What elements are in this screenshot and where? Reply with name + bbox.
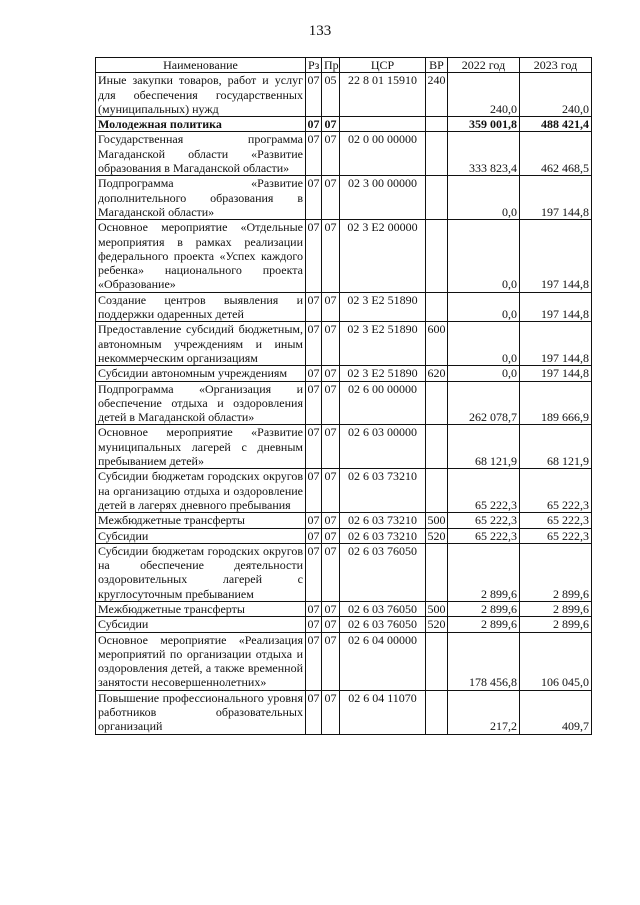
cell-csr: 02 6 04 11070 — [340, 690, 426, 734]
table-row — [96, 469, 592, 513]
cell-rz: 07 — [306, 322, 322, 366]
cell-vr — [426, 292, 448, 322]
cell-name: Субсидии — [96, 528, 306, 543]
table-row — [96, 381, 592, 425]
cell-pr: 07 — [322, 322, 340, 366]
cell-vr: 520 — [427, 617, 446, 632]
header-csr: ЦСР — [340, 58, 426, 73]
cell-vr — [426, 690, 448, 734]
cell-csr: 02 6 03 76050 — [340, 617, 426, 632]
cell-name: Государственная программа Магаданской области «Развитие образования в Магаданской области» — [96, 132, 306, 176]
cell-csr: 02 6 03 73210 — [340, 528, 426, 543]
header-vr: ВР — [426, 58, 448, 73]
cell-rz: 07 — [306, 220, 322, 292]
cell-vr: 620 — [427, 366, 446, 381]
cell-rz: 07 — [306, 632, 322, 690]
header-row — [96, 58, 592, 73]
cell-name: Субсидии бюджетам городских округов на обеспечение деятельности оздоровительных лагерей с круглосуточным пребыванием — [96, 543, 306, 601]
cell-name: Предоставление субсидий бюджетным, автономным учреждениям и иным некоммерческим организациям — [96, 322, 306, 366]
cell-2022: 0,0 — [448, 366, 520, 381]
table-body — [96, 73, 592, 734]
cell-name: Молодежная политика — [96, 117, 306, 132]
cell-vr — [426, 176, 448, 220]
cell-csr: 02 6 03 73210 — [340, 469, 426, 513]
cell-2022: 178 456,8 — [448, 632, 520, 690]
cell-csr: 02 6 04 00000 — [340, 632, 426, 690]
cell-rz: 07 — [307, 366, 320, 381]
cell-pr: 07 — [322, 632, 340, 690]
cell-2023: 462 468,5 — [520, 132, 592, 176]
cell-2023: 197 144,8 — [520, 366, 592, 381]
cell-csr: 02 6 03 76050 — [340, 601, 426, 616]
cell-pr: 07 — [322, 220, 340, 292]
cell-csr: 02 3 E2 51890 — [340, 366, 426, 381]
cell-csr: 02 0 00 00000 — [340, 132, 426, 176]
cell-name: Межбюджетные трансферты — [96, 513, 306, 528]
cell-name: Подпрограмма «Развитие дополнительного образования в Магаданской области» — [96, 176, 306, 220]
table-row — [96, 513, 592, 528]
cell-pr: 07 — [322, 292, 340, 322]
table-row — [96, 322, 592, 366]
cell-2022: 0,0 — [448, 292, 520, 322]
cell-csr: 02 6 03 73210 — [340, 513, 426, 528]
cell-pr: 07 — [322, 176, 340, 220]
cell-2022: 333 823,4 — [448, 132, 520, 176]
cell-csr: 02 3 E2 00000 — [340, 220, 426, 292]
cell-2023: 197 144,8 — [520, 220, 592, 292]
cell-name: Основное мероприятие «Развитие муниципальных лагерей с дневным пребыванием детей» — [96, 425, 306, 469]
cell-vr — [426, 117, 448, 132]
cell-2023: 106 045,0 — [520, 632, 592, 690]
cell-name: Субсидии — [96, 617, 306, 632]
cell-csr: 02 6 03 00000 — [340, 425, 426, 469]
cell-2023: 197 144,8 — [520, 176, 592, 220]
cell-csr: 02 6 00 00000 — [340, 381, 426, 425]
cell-name: Основное мероприятие «Реализация мероприятий по организации отдыха и оздоровления детей, а также временной занятости несовершеннолетних» — [96, 632, 306, 690]
cell-vr — [426, 220, 448, 292]
cell-rz: 07 — [306, 469, 322, 513]
cell-rz: 07 — [307, 601, 320, 616]
page-number: 133 — [308, 23, 332, 39]
cell-csr: 02 3 E2 51890 — [340, 322, 426, 366]
cell-2022: 68 121,9 — [448, 425, 520, 469]
cell-rz: 07 — [306, 73, 322, 117]
cell-vr — [426, 132, 448, 176]
cell-rz: 07 — [307, 513, 320, 528]
cell-vr: 520 — [427, 528, 446, 543]
cell-pr: 07 — [322, 132, 340, 176]
cell-csr: 02 3 00 00000 — [340, 176, 426, 220]
cell-name: Создание центров выявления и поддержки одаренных детей — [96, 292, 306, 322]
cell-pr: 07 — [322, 601, 340, 616]
cell-rz: 07 — [307, 528, 320, 543]
table-row — [96, 220, 592, 292]
table-row — [96, 292, 592, 322]
cell-rz: 07 — [306, 543, 322, 601]
cell-2023: 197 144,8 — [520, 322, 592, 366]
cell-name: Основное мероприятие «Отдельные мероприятия в рамках реализации федерального проекта «Успех каждого ребенка» национального проекта «Образование» — [96, 220, 306, 292]
cell-pr: 07 — [322, 117, 340, 132]
cell-pr: 07 — [322, 425, 340, 469]
cell-rz: 07 — [306, 690, 322, 734]
cell-2023: 68 121,9 — [520, 425, 592, 469]
table-row — [96, 73, 592, 117]
cell-rz: 07 — [306, 292, 322, 322]
cell-pr: 07 — [322, 543, 340, 601]
cell-name: Иные закупки товаров, работ и услуг для обеспечения государственных (муниципальных) нужд — [96, 73, 306, 117]
cell-vr: 500 — [427, 513, 446, 528]
cell-2023: 65 222,3 — [520, 528, 592, 543]
cell-pr: 07 — [322, 381, 340, 425]
cell-2022: 2 899,6 — [448, 601, 520, 616]
cell-rz: 07 — [306, 425, 322, 469]
cell-vr — [426, 381, 448, 425]
cell-pr: 07 — [322, 528, 340, 543]
cell-rz: 07 — [306, 132, 322, 176]
cell-rz: 07 — [306, 176, 322, 220]
cell-pr: 07 — [322, 366, 340, 381]
cell-2023: 2 899,6 — [520, 543, 592, 601]
cell-2023: 488 421,4 — [520, 117, 592, 132]
cell-pr: 07 — [322, 617, 340, 632]
cell-pr: 07 — [322, 513, 340, 528]
cell-name: Межбюджетные трансферты — [96, 601, 306, 616]
table-row — [96, 176, 592, 220]
cell-2022: 359 001,8 — [448, 117, 520, 132]
cell-csr: 22 8 01 15910 — [340, 73, 426, 117]
cell-2022: 0,0 — [448, 220, 520, 292]
header-2023: 2023 год — [520, 58, 592, 73]
cell-csr: 02 3 E2 51890 — [340, 292, 426, 322]
cell-rz: 07 — [306, 381, 322, 425]
cell-2022: 262 078,7 — [448, 381, 520, 425]
cell-vr — [426, 632, 448, 690]
cell-2022: 2 899,6 — [448, 543, 520, 601]
cell-vr: 600 — [426, 322, 448, 366]
cell-2023: 2 899,6 — [520, 601, 592, 616]
cell-2023: 65 222,3 — [520, 469, 592, 513]
cell-2022: 240,0 — [448, 73, 520, 117]
cell-pr: 07 — [322, 469, 340, 513]
cell-2023: 409,7 — [520, 690, 592, 734]
cell-rz: 07 — [307, 617, 320, 632]
table-row — [96, 528, 592, 543]
cell-2022: 0,0 — [448, 176, 520, 220]
cell-name: Субсидии автономным учреждениям — [96, 366, 306, 381]
cell-2022: 65 222,3 — [448, 513, 520, 528]
cell-2023: 197 144,8 — [520, 292, 592, 322]
table-row — [96, 117, 592, 132]
cell-vr — [426, 469, 448, 513]
table-row — [96, 617, 592, 632]
header-2022: 2022 год — [448, 58, 520, 73]
budget-table — [95, 57, 592, 735]
cell-2023: 65 222,3 — [520, 513, 592, 528]
header-name: Наименование — [96, 58, 306, 73]
header-pr: Пр — [322, 58, 340, 73]
cell-name: Субсидии бюджетам городских округов на организацию отдыха и оздоровление детей в лагерях дневного пребывания — [96, 469, 306, 513]
table-row — [96, 690, 592, 734]
cell-2022: 217,2 — [448, 690, 520, 734]
cell-rz: 07 — [307, 117, 320, 132]
table-row — [96, 601, 592, 616]
header-rz: Рз — [306, 58, 322, 73]
cell-csr: 02 6 03 76050 — [340, 543, 426, 601]
table-row — [96, 366, 592, 381]
cell-2022: 65 222,3 — [448, 528, 520, 543]
table-row — [96, 425, 592, 469]
cell-pr: 05 — [322, 73, 340, 117]
cell-name: Повышение профессионального уровня работников образовательных организаций — [96, 690, 306, 734]
cell-2023: 240,0 — [520, 73, 592, 117]
cell-vr: 500 — [427, 601, 446, 616]
cell-2022: 0,0 — [448, 322, 520, 366]
cell-vr: 240 — [426, 73, 448, 117]
cell-vr — [426, 425, 448, 469]
cell-pr: 07 — [322, 690, 340, 734]
cell-vr — [426, 543, 448, 601]
cell-2023: 189 666,9 — [520, 381, 592, 425]
table-row — [96, 632, 592, 690]
table-row — [96, 543, 592, 601]
cell-2022: 65 222,3 — [448, 469, 520, 513]
table-row — [96, 132, 592, 176]
cell-name: Подпрограмма «Организация и обеспечение отдыха и оздоровления детей в Магаданской области» — [96, 381, 306, 425]
cell-2023: 2 899,6 — [520, 617, 592, 632]
cell-2022: 2 899,6 — [448, 617, 520, 632]
cell-csr — [340, 117, 426, 132]
